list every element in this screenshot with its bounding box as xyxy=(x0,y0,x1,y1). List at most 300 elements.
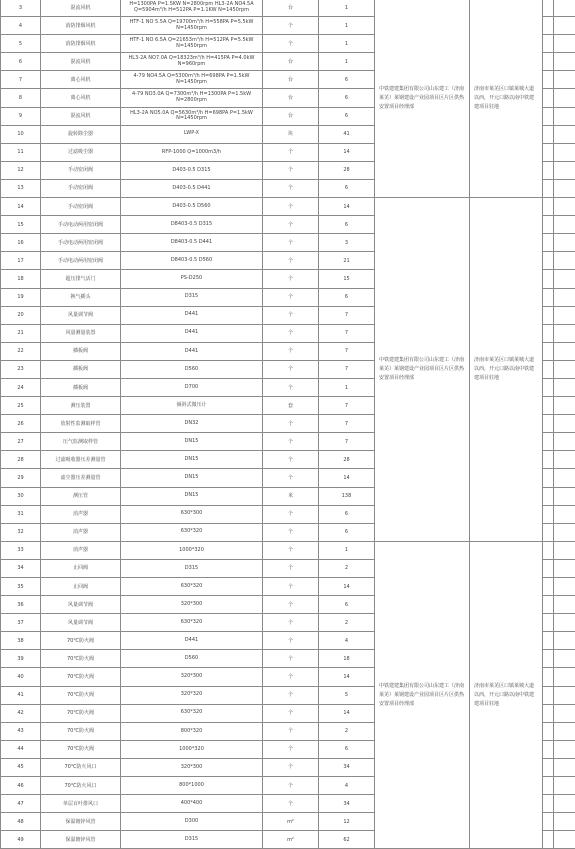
blank-cell xyxy=(543,234,554,252)
item-quantity: 21 xyxy=(319,252,375,270)
item-unit: 台 xyxy=(263,53,319,71)
item-unit: 个 xyxy=(263,17,319,35)
item-unit: m² xyxy=(263,813,319,831)
row-number: 12 xyxy=(1,161,41,179)
item-quantity: 2 xyxy=(319,722,375,740)
item-quantity: 6 xyxy=(319,89,375,107)
item-quantity: 14 xyxy=(319,578,375,596)
item-spec: 1000*320 xyxy=(121,541,263,559)
item-unit: 个 xyxy=(263,650,319,668)
item-unit: 个 xyxy=(263,216,319,234)
row-number: 48 xyxy=(1,813,41,831)
row-number: 43 xyxy=(1,722,41,740)
item-unit: 个 xyxy=(263,541,319,559)
remark-cell xyxy=(554,306,575,324)
blank-cell xyxy=(543,596,554,614)
remark-cell xyxy=(554,35,575,53)
item-quantity: 7 xyxy=(319,306,375,324)
remark-cell xyxy=(554,451,575,469)
blank-cell xyxy=(543,813,554,831)
item-unit: 个 xyxy=(263,306,319,324)
item-quantity: 6 xyxy=(319,505,375,523)
item-name: 插板阀 xyxy=(41,342,121,360)
item-unit: 个 xyxy=(263,777,319,795)
blank-cell xyxy=(543,288,554,306)
remark-cell xyxy=(554,632,575,650)
item-quantity: 1 xyxy=(319,17,375,35)
item-unit: 块 xyxy=(263,125,319,143)
row-number: 18 xyxy=(1,270,41,288)
item-spec: D700 xyxy=(121,378,263,396)
remark-cell xyxy=(554,378,575,396)
remark-cell xyxy=(554,795,575,813)
blank-cell xyxy=(543,795,554,813)
item-unit: 台 xyxy=(263,71,319,89)
item-quantity: 7 xyxy=(319,360,375,378)
item-name: 保温镀锌风管 xyxy=(41,831,121,849)
item-name: 混流风机 xyxy=(41,53,121,71)
equipment-table-body xyxy=(1,0,575,849)
remark-cell xyxy=(554,813,575,831)
item-name: 混流风机 xyxy=(41,107,121,125)
supplier-company: 中铁建建集团有限公司山东建工（济南莱芜）莱钢建设产业园项目区片区供热安置项目经理部 xyxy=(375,198,470,542)
item-unit: 套 xyxy=(263,397,319,415)
blank-cell xyxy=(543,614,554,632)
item-unit: m² xyxy=(263,831,319,849)
item-name: 风量测量装置 xyxy=(41,324,121,342)
item-unit: 个 xyxy=(263,614,319,632)
blank-cell xyxy=(543,559,554,577)
row-number: 47 xyxy=(1,795,41,813)
item-spec: DN15 xyxy=(121,469,263,487)
item-unit: 个 xyxy=(263,505,319,523)
item-name: 离心风机 xyxy=(41,89,121,107)
item-quantity: 14 xyxy=(319,143,375,161)
item-quantity: 7 xyxy=(319,415,375,433)
remark-cell xyxy=(554,596,575,614)
remark-cell xyxy=(554,216,575,234)
remark-cell xyxy=(554,179,575,197)
row-number: 45 xyxy=(1,758,41,776)
item-quantity: 62 xyxy=(319,831,375,849)
row-number: 37 xyxy=(1,614,41,632)
item-unit: 个 xyxy=(263,198,319,216)
remark-cell xyxy=(554,161,575,179)
item-spec: D441 xyxy=(121,324,263,342)
item-unit: 个 xyxy=(263,578,319,596)
item-spec: DN15 xyxy=(121,487,263,505)
row-number: 24 xyxy=(1,378,41,396)
item-unit: 个 xyxy=(263,415,319,433)
item-spec: 1000*320 xyxy=(121,740,263,758)
item-spec: D441 xyxy=(121,632,263,650)
item-quantity: 14 xyxy=(319,469,375,487)
item-name: 消声器 xyxy=(41,505,121,523)
blank-cell xyxy=(543,17,554,35)
item-quantity: 7 xyxy=(319,433,375,451)
row-number: 13 xyxy=(1,179,41,197)
remark-cell xyxy=(554,397,575,415)
blank-cell xyxy=(543,143,554,161)
blank-cell xyxy=(543,578,554,596)
blank-cell xyxy=(543,469,554,487)
remark-cell xyxy=(554,71,575,89)
item-quantity: 12 xyxy=(319,813,375,831)
blank-cell xyxy=(543,433,554,451)
row-number: 15 xyxy=(1,216,41,234)
row-number: 40 xyxy=(1,668,41,686)
item-quantity: 2 xyxy=(319,559,375,577)
item-spec: 320*300 xyxy=(121,668,263,686)
item-unit: 个 xyxy=(263,179,319,197)
item-spec: D315 xyxy=(121,831,263,849)
item-unit: 个 xyxy=(263,559,319,577)
row-number: 36 xyxy=(1,596,41,614)
item-name: 风量调节阀 xyxy=(41,596,121,614)
item-name: 插板阀 xyxy=(41,360,121,378)
item-unit: 个 xyxy=(263,342,319,360)
supplier-company: 中铁建建集团有限公司山东建工（济南莱芜）莱钢建设产业园项目区片区供热安置项目经理部 xyxy=(375,0,470,198)
item-name: 保温镀锌风管 xyxy=(41,813,121,831)
item-name: 消声器 xyxy=(41,523,121,541)
item-unit: 个 xyxy=(263,270,319,288)
remark-cell xyxy=(554,125,575,143)
item-quantity: 14 xyxy=(319,668,375,686)
item-spec: 320*320 xyxy=(121,686,263,704)
row-number: 16 xyxy=(1,234,41,252)
remark-cell xyxy=(554,523,575,541)
item-quantity: 15 xyxy=(319,270,375,288)
supplier-company: 中铁建建集团有限公司山东建工（济南莱芜）莱钢建设产业园项目区片区供热安置项目经理部 xyxy=(375,541,470,849)
row-number: 31 xyxy=(1,505,41,523)
item-unit: 个 xyxy=(263,469,319,487)
item-spec: H=1300PA P=1.5KW N=2800rpm HL3-2A NO4.5A Q=5904m³/h H=512PA P=1.1KW N=1450rpm xyxy=(121,0,263,17)
item-spec: HL3-2A NO7.0A Q=18323m³/h H=415PA P=4.0kW N=960rpm xyxy=(121,53,263,71)
item-unit: 米 xyxy=(263,487,319,505)
table-row xyxy=(1,198,575,216)
row-number: 39 xyxy=(1,650,41,668)
item-quantity: 6 xyxy=(319,523,375,541)
item-spec: D315 xyxy=(121,559,263,577)
remark-cell xyxy=(554,324,575,342)
row-number: 46 xyxy=(1,777,41,795)
item-unit: 个 xyxy=(263,234,319,252)
remark-cell xyxy=(554,143,575,161)
item-spec: D403-0.5 D441 xyxy=(121,179,263,197)
item-spec: 800*320 xyxy=(121,722,263,740)
item-quantity: 2 xyxy=(319,614,375,632)
remark-cell xyxy=(554,469,575,487)
item-spec: DN15 xyxy=(121,433,263,451)
item-name: 70℃防火阀 xyxy=(41,722,121,740)
blank-cell xyxy=(543,541,554,559)
item-quantity: 1 xyxy=(319,378,375,396)
item-name: 止回阀 xyxy=(41,559,121,577)
item-spec: D403-0.5 D560 xyxy=(121,198,263,216)
blank-cell xyxy=(543,306,554,324)
row-number: 49 xyxy=(1,831,41,849)
item-name: 70℃防火阀 xyxy=(41,668,121,686)
remark-cell xyxy=(554,17,575,35)
delivery-site: 济南市莱芜区口镇莱城大道以西，开元口路以南中铁建建项目驻地 xyxy=(470,541,543,849)
item-quantity: 1 xyxy=(319,53,375,71)
row-number: 9 xyxy=(1,107,41,125)
item-unit: 个 xyxy=(263,324,319,342)
item-unit: 个 xyxy=(263,722,319,740)
item-name: 插板阀 xyxy=(41,378,121,396)
item-name: 压气监测取样管 xyxy=(41,433,121,451)
item-quantity: 138 xyxy=(319,487,375,505)
row-number: 32 xyxy=(1,523,41,541)
blank-cell xyxy=(543,632,554,650)
item-name: 单层百叶排风口 xyxy=(41,795,121,813)
remark-cell xyxy=(554,758,575,776)
item-name: 超压排气活门 xyxy=(41,270,121,288)
item-unit: 个 xyxy=(263,686,319,704)
row-number: 7 xyxy=(1,71,41,89)
item-quantity: 1 xyxy=(319,35,375,53)
item-quantity: 6 xyxy=(319,216,375,234)
remark-cell xyxy=(554,777,575,795)
blank-cell xyxy=(543,270,554,288)
item-spec: D300 xyxy=(121,813,263,831)
row-number: 20 xyxy=(1,306,41,324)
item-unit: 个 xyxy=(263,451,319,469)
item-quantity: 7 xyxy=(319,324,375,342)
row-number: 14 xyxy=(1,198,41,216)
blank-cell xyxy=(543,505,554,523)
item-quantity: 6 xyxy=(319,179,375,197)
remark-cell xyxy=(554,722,575,740)
item-name: 旋转除尘器 xyxy=(41,125,121,143)
remark-cell xyxy=(554,252,575,270)
item-quantity: 18 xyxy=(319,650,375,668)
item-name: 测压装置 xyxy=(41,397,121,415)
delivery-site: 济南市莱芜区口镇莱城大道以西，开元口路以南中铁建建项目驻地 xyxy=(470,198,543,542)
remark-cell xyxy=(554,704,575,722)
blank-cell xyxy=(543,704,554,722)
item-quantity: 1 xyxy=(319,541,375,559)
item-spec: DN32 xyxy=(121,415,263,433)
item-spec: 4-79 NO3.0A Q=7300m³/h H=1300PA P=1.5kW N=2800rpm xyxy=(121,89,263,107)
blank-cell xyxy=(543,378,554,396)
blank-cell xyxy=(543,198,554,216)
item-quantity: 6 xyxy=(319,288,375,306)
remark-cell xyxy=(554,668,575,686)
item-quantity: 14 xyxy=(319,198,375,216)
item-name: 70℃防火阀 xyxy=(41,650,121,668)
item-spec: RFP-1000 Q=1000m3/h xyxy=(121,143,263,161)
item-unit: 台 xyxy=(263,89,319,107)
blank-cell xyxy=(543,216,554,234)
item-quantity: 6 xyxy=(319,107,375,125)
item-name: 手动密闭阀 xyxy=(41,179,121,197)
item-quantity: 41 xyxy=(319,125,375,143)
item-quantity: 6 xyxy=(319,71,375,89)
blank-cell xyxy=(543,0,554,17)
remark-cell xyxy=(554,107,575,125)
item-name: 手动密闭阀 xyxy=(41,161,121,179)
blank-cell xyxy=(543,89,554,107)
item-spec: HTF-1 NO 6.5A Q=21653m³/h H=512PA P=5.5kW N=1450rpm xyxy=(121,35,263,53)
row-number: 17 xyxy=(1,252,41,270)
remark-cell xyxy=(554,740,575,758)
blank-cell xyxy=(543,740,554,758)
row-number: 34 xyxy=(1,559,41,577)
blank-cell xyxy=(543,252,554,270)
item-unit: 个 xyxy=(263,143,319,161)
item-name: 混流风机 xyxy=(41,0,121,17)
remark-cell xyxy=(554,89,575,107)
item-name: 手动密闭阀 xyxy=(41,198,121,216)
item-unit: 个 xyxy=(263,252,319,270)
item-name: 70℃防火阀 xyxy=(41,686,121,704)
item-name: 70℃防火风口 xyxy=(41,758,121,776)
item-name: 70℃防火阀 xyxy=(41,632,121,650)
item-name: 换气插头 xyxy=(41,288,121,306)
remark-cell xyxy=(554,686,575,704)
item-unit: 个 xyxy=(263,795,319,813)
blank-cell xyxy=(543,125,554,143)
row-number: 21 xyxy=(1,324,41,342)
remark-cell xyxy=(554,578,575,596)
item-name: 手动电动两用密闭阀 xyxy=(41,216,121,234)
remark-cell xyxy=(554,433,575,451)
row-number: 26 xyxy=(1,415,41,433)
blank-cell xyxy=(543,161,554,179)
item-spec: 630*300 xyxy=(121,505,263,523)
remark-cell xyxy=(554,288,575,306)
item-quantity: 28 xyxy=(319,161,375,179)
item-spec: PS-D250 xyxy=(121,270,263,288)
blank-cell xyxy=(543,415,554,433)
item-spec: D441 xyxy=(121,306,263,324)
remark-cell xyxy=(554,415,575,433)
row-number: 22 xyxy=(1,342,41,360)
remark-cell xyxy=(554,505,575,523)
item-unit: 个 xyxy=(263,704,319,722)
row-number: 35 xyxy=(1,578,41,596)
item-spec: 800*1000 xyxy=(121,777,263,795)
item-name: 消防排烟风机 xyxy=(41,35,121,53)
item-name: 离心风机 xyxy=(41,71,121,89)
item-name: 手动电动两用密闭阀 xyxy=(41,252,121,270)
item-quantity: 7 xyxy=(319,397,375,415)
remark-cell xyxy=(554,487,575,505)
item-spec: D560 xyxy=(121,360,263,378)
row-number: 25 xyxy=(1,397,41,415)
row-number: 4 xyxy=(1,17,41,35)
blank-cell xyxy=(543,758,554,776)
row-number: 28 xyxy=(1,451,41,469)
item-quantity: 4 xyxy=(319,777,375,795)
item-unit: 台 xyxy=(263,107,319,125)
blank-cell xyxy=(543,324,554,342)
item-quantity: 34 xyxy=(319,795,375,813)
row-number: 10 xyxy=(1,125,41,143)
item-quantity: 14 xyxy=(319,704,375,722)
item-spec: D8403-0.5 D315 xyxy=(121,216,263,234)
blank-cell xyxy=(543,107,554,125)
row-number: 41 xyxy=(1,686,41,704)
row-number: 42 xyxy=(1,704,41,722)
item-name: 70℃防火阀 xyxy=(41,704,121,722)
item-spec: 630*320 xyxy=(121,578,263,596)
row-number: 44 xyxy=(1,740,41,758)
item-name: 手动电动两用密闭阀 xyxy=(41,234,121,252)
item-name: 风量调节阀 xyxy=(41,306,121,324)
remark-cell xyxy=(554,831,575,849)
item-unit: 个 xyxy=(263,378,319,396)
blank-cell xyxy=(543,487,554,505)
item-spec: HTF-1 NO 5.5A Q=19700m³/h H=558PA P=5.5kW N=1450rpm xyxy=(121,17,263,35)
item-spec: D8403-0.5 D560 xyxy=(121,252,263,270)
item-unit: 个 xyxy=(263,288,319,306)
delivery-site: 济南市莱芜区口镇莱城大道以西，开元口路以南中铁建建项目驻地 xyxy=(470,0,543,198)
blank-cell xyxy=(543,722,554,740)
row-number: 19 xyxy=(1,288,41,306)
item-name: 过滤吸收器压差测量管 xyxy=(41,451,121,469)
item-quantity: 5 xyxy=(319,686,375,704)
item-name: 70℃防火阀 xyxy=(41,740,121,758)
item-spec: D560 xyxy=(121,650,263,668)
item-name: 滤尘器压差测量管 xyxy=(41,469,121,487)
item-unit: 个 xyxy=(263,161,319,179)
item-unit: 个 xyxy=(263,523,319,541)
item-quantity: 28 xyxy=(319,451,375,469)
blank-cell xyxy=(543,342,554,360)
blank-cell xyxy=(543,686,554,704)
remark-cell xyxy=(554,614,575,632)
item-name: 消声器 xyxy=(41,541,121,559)
item-name: 风量调节阀 xyxy=(41,614,121,632)
item-spec: 倾斜式微压计 xyxy=(121,397,263,415)
item-unit: 个 xyxy=(263,433,319,451)
item-name: 止回阀 xyxy=(41,578,121,596)
blank-cell xyxy=(543,777,554,795)
item-name: 过滤吸尘器 xyxy=(41,143,121,161)
blank-cell xyxy=(543,53,554,71)
item-name: 测压管 xyxy=(41,487,121,505)
remark-cell xyxy=(554,198,575,216)
blank-cell xyxy=(543,397,554,415)
item-spec: D441 xyxy=(121,342,263,360)
item-spec: HL3-2A NO5.0A Q=5630m³/h H=698PA P=1.5kW N=1450rpm xyxy=(121,107,263,125)
item-spec: 630*320 xyxy=(121,614,263,632)
item-spec: LWP-X xyxy=(121,125,263,143)
item-spec: 4-79 NO4.5A Q=5300m³/h H=698PA P=1.5kW N=1450rpm xyxy=(121,71,263,89)
item-name: 放射性监测取样管 xyxy=(41,415,121,433)
row-number: 11 xyxy=(1,143,41,161)
remark-cell xyxy=(554,559,575,577)
remark-cell xyxy=(554,270,575,288)
blank-cell xyxy=(543,179,554,197)
blank-cell xyxy=(543,451,554,469)
blank-cell xyxy=(543,523,554,541)
remark-cell xyxy=(554,53,575,71)
blank-cell xyxy=(543,668,554,686)
item-spec: 320*300 xyxy=(121,596,263,614)
item-quantity: 4 xyxy=(319,632,375,650)
row-number: 38 xyxy=(1,632,41,650)
item-unit: 个 xyxy=(263,360,319,378)
item-unit: 个 xyxy=(263,758,319,776)
blank-cell xyxy=(543,360,554,378)
item-quantity: 7 xyxy=(319,342,375,360)
blank-cell xyxy=(543,71,554,89)
item-spec: DN15 xyxy=(121,451,263,469)
row-number: 6 xyxy=(1,53,41,71)
